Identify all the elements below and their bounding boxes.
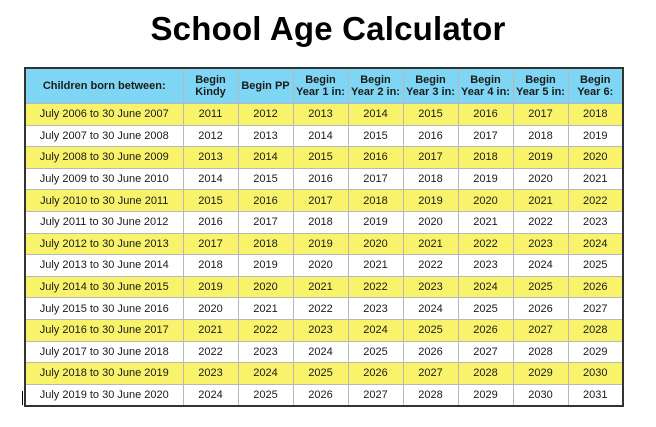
table-row bbox=[25, 298, 623, 320]
cell-year-6: 2018 bbox=[568, 104, 623, 126]
cell-year-2: 2016 bbox=[348, 147, 403, 169]
cell-year-1: 2017 bbox=[293, 190, 348, 212]
table-row bbox=[25, 233, 623, 255]
cell-year-2: 2023 bbox=[348, 298, 403, 320]
table-row bbox=[25, 319, 623, 341]
cell-year-1: 2013 bbox=[293, 104, 348, 126]
cell-year-3: 2022 bbox=[403, 255, 458, 277]
cell-year-2: 2014 bbox=[348, 104, 403, 126]
cell-pp: 2013 bbox=[238, 125, 293, 147]
cell-year-6: 2030 bbox=[568, 363, 623, 385]
cell-year-6: 2029 bbox=[568, 341, 623, 363]
header-year-1: Begin Year 1 in: bbox=[293, 68, 348, 104]
cell-birth-range: July 2018 to 30 June 2019 bbox=[25, 363, 183, 385]
cell-kindy: 2023 bbox=[183, 363, 238, 385]
cell-birth-range: July 2019 to 30 June 2020 bbox=[25, 384, 183, 406]
cell-year-5: 2017 bbox=[513, 104, 568, 126]
header-year-3: Begin Year 3 in: bbox=[403, 68, 458, 104]
cell-birth-range: July 2016 to 30 June 2017 bbox=[25, 319, 183, 341]
cell-year-1: 2025 bbox=[293, 363, 348, 385]
cell-year-3: 2023 bbox=[403, 276, 458, 298]
cell-year-5: 2024 bbox=[513, 255, 568, 277]
cell-year-1: 2016 bbox=[293, 168, 348, 190]
table-row bbox=[25, 125, 623, 147]
cell-year-6: 2027 bbox=[568, 298, 623, 320]
cell-year-4: 2016 bbox=[458, 104, 513, 126]
cell-year-3: 2019 bbox=[403, 190, 458, 212]
school-age-table bbox=[24, 67, 624, 407]
header-year-2: Begin Year 2 in: bbox=[348, 68, 403, 104]
cell-year-4: 2029 bbox=[458, 384, 513, 406]
cell-year-6: 2023 bbox=[568, 211, 623, 233]
cell-kindy: 2014 bbox=[183, 168, 238, 190]
cell-year-5: 2021 bbox=[513, 190, 568, 212]
cell-year-4: 2018 bbox=[458, 147, 513, 169]
cell-birth-range: July 2006 to 30 June 2007 bbox=[25, 104, 183, 126]
cell-pp: 2014 bbox=[238, 147, 293, 169]
header-year-4: Begin Year 4 in: bbox=[458, 68, 513, 104]
cell-year-3: 2028 bbox=[403, 384, 458, 406]
cell-year-5: 2028 bbox=[513, 341, 568, 363]
table-row bbox=[25, 211, 623, 233]
cell-year-5: 2030 bbox=[513, 384, 568, 406]
cell-kindy: 2017 bbox=[183, 233, 238, 255]
cell-kindy: 2012 bbox=[183, 125, 238, 147]
cell-year-4: 2023 bbox=[458, 255, 513, 277]
cell-kindy: 2015 bbox=[183, 190, 238, 212]
header-year-6: Begin Year 6: bbox=[568, 68, 623, 104]
cell-pp: 2017 bbox=[238, 211, 293, 233]
cell-year-6: 2024 bbox=[568, 233, 623, 255]
cell-pp: 2025 bbox=[238, 384, 293, 406]
header-pp: Begin PP bbox=[238, 68, 293, 104]
cell-birth-range: July 2011 to 30 June 2012 bbox=[25, 211, 183, 233]
cell-birth-range: July 2010 to 30 June 2011 bbox=[25, 190, 183, 212]
cell-year-2: 2024 bbox=[348, 319, 403, 341]
cell-pp: 2023 bbox=[238, 341, 293, 363]
cell-kindy: 2020 bbox=[183, 298, 238, 320]
cell-year-4: 2017 bbox=[458, 125, 513, 147]
cell-year-6: 2025 bbox=[568, 255, 623, 277]
table-header-row bbox=[25, 68, 623, 104]
cell-year-5: 2019 bbox=[513, 147, 568, 169]
cell-year-2: 2027 bbox=[348, 384, 403, 406]
header-kindy: Begin Kindy bbox=[183, 68, 238, 104]
cell-year-5: 2022 bbox=[513, 211, 568, 233]
cell-year-5: 2026 bbox=[513, 298, 568, 320]
cell-year-4: 2021 bbox=[458, 211, 513, 233]
cell-year-1: 2020 bbox=[293, 255, 348, 277]
cell-birth-range: July 2014 to 30 June 2015 bbox=[25, 276, 183, 298]
cell-birth-range: July 2012 to 30 June 2013 bbox=[25, 233, 183, 255]
cell-birth-range: July 2013 to 30 June 2014 bbox=[25, 255, 183, 277]
cell-kindy: 2024 bbox=[183, 384, 238, 406]
cell-year-4: 2020 bbox=[458, 190, 513, 212]
cell-year-2: 2019 bbox=[348, 211, 403, 233]
header-year-5: Begin Year 5 in: bbox=[513, 68, 568, 104]
cell-birth-range: July 2015 to 30 June 2016 bbox=[25, 298, 183, 320]
cell-year-1: 2022 bbox=[293, 298, 348, 320]
cell-pp: 2012 bbox=[238, 104, 293, 126]
cell-year-5: 2023 bbox=[513, 233, 568, 255]
cell-birth-range: July 2009 to 30 June 2010 bbox=[25, 168, 183, 190]
cell-kindy: 2019 bbox=[183, 276, 238, 298]
cell-year-2: 2022 bbox=[348, 276, 403, 298]
cell-year-2: 2025 bbox=[348, 341, 403, 363]
table-row bbox=[25, 363, 623, 385]
cell-year-2: 2018 bbox=[348, 190, 403, 212]
cell-year-3: 2024 bbox=[403, 298, 458, 320]
cell-year-4: 2019 bbox=[458, 168, 513, 190]
page-title: School Age Calculator bbox=[150, 10, 506, 47]
cell-year-1: 2021 bbox=[293, 276, 348, 298]
cell-year-3: 2015 bbox=[403, 104, 458, 126]
cell-pp: 2018 bbox=[238, 233, 293, 255]
cell-year-1: 2019 bbox=[293, 233, 348, 255]
cell-kindy: 2022 bbox=[183, 341, 238, 363]
cell-year-5: 2029 bbox=[513, 363, 568, 385]
cell-year-6: 2020 bbox=[568, 147, 623, 169]
cell-year-3: 2016 bbox=[403, 125, 458, 147]
cell-year-5: 2027 bbox=[513, 319, 568, 341]
cell-year-6: 2028 bbox=[568, 319, 623, 341]
cell-year-3: 2020 bbox=[403, 211, 458, 233]
cell-kindy: 2021 bbox=[183, 319, 238, 341]
cell-pp: 2021 bbox=[238, 298, 293, 320]
table-row bbox=[25, 190, 623, 212]
cell-year-5: 2018 bbox=[513, 125, 568, 147]
cell-year-1: 2015 bbox=[293, 147, 348, 169]
cell-year-3: 2025 bbox=[403, 319, 458, 341]
cell-year-3: 2017 bbox=[403, 147, 458, 169]
cell-year-6: 2031 bbox=[568, 384, 623, 406]
cell-kindy: 2011 bbox=[183, 104, 238, 126]
cell-year-6: 2019 bbox=[568, 125, 623, 147]
cell-year-4: 2028 bbox=[458, 363, 513, 385]
cell-year-4: 2025 bbox=[458, 298, 513, 320]
cell-year-1: 2023 bbox=[293, 319, 348, 341]
cell-pp: 2022 bbox=[238, 319, 293, 341]
cell-year-2: 2026 bbox=[348, 363, 403, 385]
cell-kindy: 2016 bbox=[183, 211, 238, 233]
cell-year-4: 2027 bbox=[458, 341, 513, 363]
cell-year-1: 2018 bbox=[293, 211, 348, 233]
cell-birth-range: July 2017 to 30 June 2018 bbox=[25, 341, 183, 363]
text-cursor bbox=[22, 391, 23, 405]
cell-year-1: 2024 bbox=[293, 341, 348, 363]
cell-pp: 2020 bbox=[238, 276, 293, 298]
cell-pp: 2024 bbox=[238, 363, 293, 385]
cell-pp: 2016 bbox=[238, 190, 293, 212]
table-row bbox=[25, 341, 623, 363]
table-row bbox=[25, 384, 623, 406]
cell-year-4: 2024 bbox=[458, 276, 513, 298]
cell-year-1: 2026 bbox=[293, 384, 348, 406]
cell-year-4: 2026 bbox=[458, 319, 513, 341]
cell-year-5: 2020 bbox=[513, 168, 568, 190]
table-row bbox=[25, 168, 623, 190]
cell-birth-range: July 2007 to 30 June 2008 bbox=[25, 125, 183, 147]
cell-birth-range: July 2008 to 30 June 2009 bbox=[25, 147, 183, 169]
cell-pp: 2019 bbox=[238, 255, 293, 277]
cell-kindy: 2018 bbox=[183, 255, 238, 277]
cell-year-3: 2018 bbox=[403, 168, 458, 190]
cell-pp: 2015 bbox=[238, 168, 293, 190]
cell-year-2: 2015 bbox=[348, 125, 403, 147]
cell-year-3: 2026 bbox=[403, 341, 458, 363]
cell-year-3: 2027 bbox=[403, 363, 458, 385]
cell-year-4: 2022 bbox=[458, 233, 513, 255]
table-row bbox=[25, 276, 623, 298]
header-birth-range: Children born between: bbox=[25, 68, 183, 104]
table-row bbox=[25, 147, 623, 169]
cell-year-6: 2021 bbox=[568, 168, 623, 190]
cell-year-2: 2017 bbox=[348, 168, 403, 190]
cell-year-2: 2021 bbox=[348, 255, 403, 277]
table-row bbox=[25, 255, 623, 277]
cell-year-2: 2020 bbox=[348, 233, 403, 255]
cell-year-6: 2026 bbox=[568, 276, 623, 298]
cell-year-5: 2025 bbox=[513, 276, 568, 298]
table-row bbox=[25, 104, 623, 126]
cell-kindy: 2013 bbox=[183, 147, 238, 169]
cell-year-1: 2014 bbox=[293, 125, 348, 147]
cell-year-3: 2021 bbox=[403, 233, 458, 255]
cell-year-6: 2022 bbox=[568, 190, 623, 212]
